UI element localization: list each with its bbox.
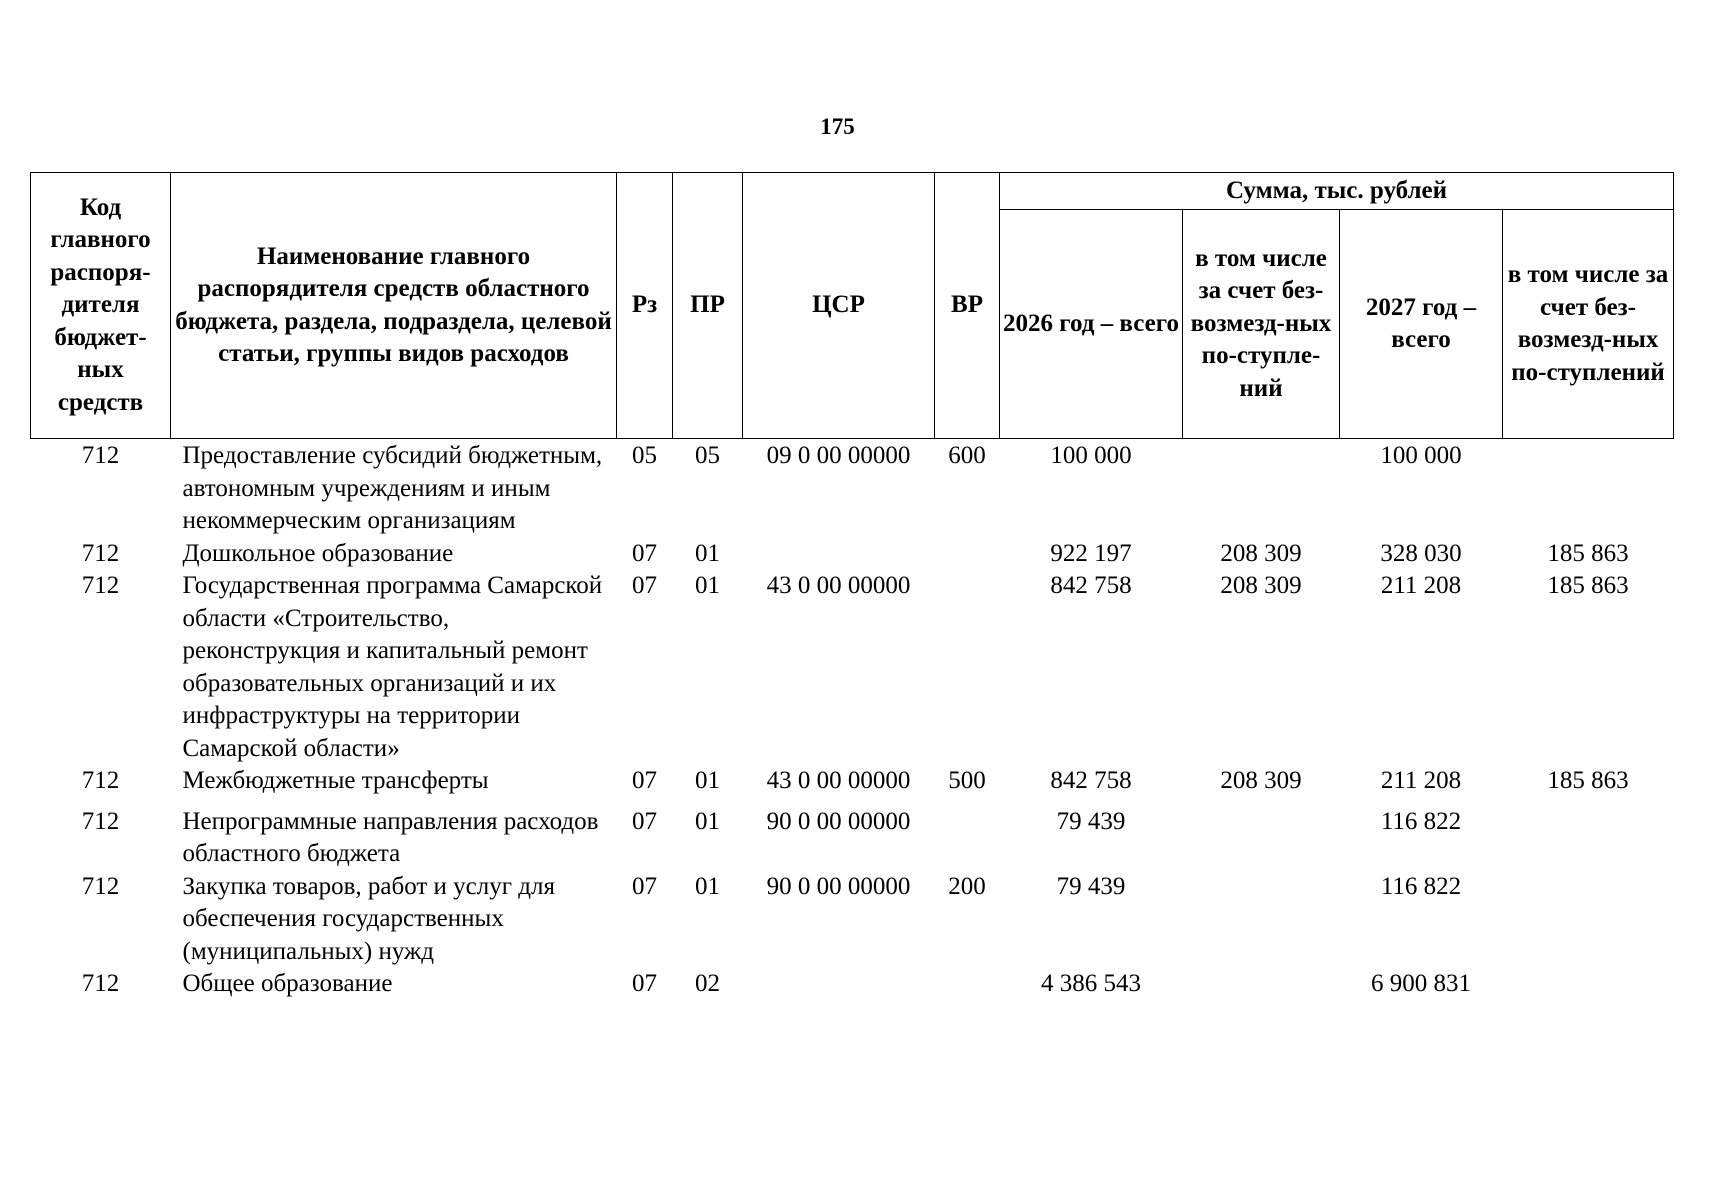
cell-name: Межбюджетные трансферты (182, 767, 489, 794)
header-code: Код главного распоря-дителя бюджет-ных средств (31, 173, 171, 439)
cell-csr (743, 968, 935, 1001)
cell-2026-free (1183, 798, 1340, 871)
cell-csr (743, 538, 935, 571)
cell-2027-free (1503, 798, 1674, 871)
cell-2026-total: 79 439 (1056, 807, 1126, 835)
table-row (31, 871, 1674, 969)
header-pr: ПР (673, 173, 743, 439)
cell-name: Закупка товаров, работ и услуг для обеспечения государственных (муниципальных) нужд (182, 872, 555, 965)
cell-name: Государственная программа Самарской области «Строительство, реконструкция и капитальный ремонт образовательных организаций и их инфраструктуры на территории Самарской области» (182, 572, 603, 762)
header-vr: ВР (935, 173, 1000, 439)
cell-code: 712 (81, 872, 120, 900)
cell-name: Предоставление субсидий бюджетным, автономным учреждениям и иным некоммерческим организациям (182, 442, 603, 534)
cell-2027-total: 116 822 (1380, 807, 1462, 835)
cell-2026-free: 208 309 (1220, 767, 1302, 794)
cell-vr: 600 (948, 442, 986, 469)
cell-2026-total: 100 000 (1050, 442, 1132, 469)
cell-pr: 02 (695, 970, 720, 997)
header-2027-free: в том числе за счет без-возмезд-ных по-ступлений (1503, 210, 1674, 439)
cell-2027-total: 100 000 (1380, 442, 1462, 469)
cell-2026-total: 4 386 543 (1041, 970, 1141, 997)
cell-2027-free (1503, 439, 1674, 538)
table-row (31, 968, 1674, 1001)
cell-code: 712 (81, 767, 120, 794)
page-number: 175 (820, 114, 855, 139)
cell-2027-total: 211 208 (1380, 572, 1462, 599)
table-row (31, 798, 1674, 871)
cell-code: 712 (81, 970, 120, 997)
header-2026-free: в том числе за счет без-возмезд-ных по-ступле-ний (1183, 210, 1340, 439)
cell-2026-free: 208 309 (1220, 539, 1302, 567)
budget-table (30, 172, 1674, 1001)
header-2026-total: 2026 год – всего (1000, 210, 1183, 439)
cell-2027-free (1503, 968, 1674, 1001)
cell-vr (935, 538, 1000, 571)
table-row (31, 570, 1674, 765)
table-header (31, 173, 1674, 439)
cell-rz: 07 (632, 807, 657, 835)
cell-rz: 07 (632, 872, 657, 900)
cell-2026-total: 842 758 (1050, 767, 1132, 794)
cell-pr: 01 (695, 807, 720, 835)
cell-csr: 09 0 00 00000 (766, 442, 911, 469)
cell-2027-free: 185 863 (1547, 572, 1629, 599)
cell-csr: 43 0 00 00000 (766, 767, 911, 794)
cell-2026-free: 208 309 (1220, 572, 1302, 599)
cell-2026-free (1183, 871, 1340, 969)
cell-rz: 05 (632, 442, 657, 469)
cell-vr (935, 798, 1000, 871)
cell-rz: 07 (632, 572, 657, 599)
header-rz: Рз (617, 173, 673, 439)
cell-2027-free (1503, 871, 1674, 969)
cell-rz: 07 (632, 767, 657, 794)
header-csr: ЦСР (743, 173, 935, 439)
table-row (31, 538, 1674, 571)
cell-2027-total: 116 822 (1380, 872, 1462, 900)
cell-csr: 90 0 00 00000 (766, 807, 911, 835)
cell-pr: 01 (695, 572, 720, 599)
cell-vr (935, 570, 1000, 765)
cell-rz: 07 (632, 970, 657, 997)
table-row (31, 439, 1674, 538)
cell-pr: 01 (695, 539, 720, 567)
cell-2027-total: 211 208 (1380, 767, 1462, 794)
cell-code: 712 (81, 572, 120, 599)
header-sum-group: Сумма, тыс. рублей (1000, 173, 1674, 210)
cell-2026-total: 922 197 (1050, 539, 1132, 567)
cell-pr: 01 (695, 872, 720, 900)
cell-code: 712 (81, 807, 120, 835)
table-body (31, 439, 1674, 1001)
cell-2027-total: 328 030 (1380, 539, 1462, 567)
cell-2027-total: 6 900 831 (1371, 970, 1471, 997)
cell-2026-free (1183, 968, 1340, 1001)
cell-2026-total: 79 439 (1056, 872, 1126, 900)
cell-name: Непрограммные направления расходов областного бюджета (182, 807, 599, 867)
cell-pr: 01 (695, 767, 720, 794)
cell-rz: 07 (632, 539, 657, 567)
cell-code: 712 (81, 539, 120, 567)
cell-csr: 90 0 00 00000 (766, 872, 911, 900)
cell-vr: 200 (948, 872, 986, 900)
cell-code: 712 (81, 442, 120, 469)
cell-2027-free: 185 863 (1547, 539, 1629, 567)
cell-name: Общее образование (182, 970, 393, 997)
cell-2026-free (1183, 439, 1340, 538)
header-2027-total: 2027 год – всего (1340, 210, 1503, 439)
table-row (31, 765, 1674, 798)
cell-2027-free: 185 863 (1547, 767, 1629, 794)
cell-vr: 500 (948, 767, 986, 794)
cell-name: Дошкольное образование (182, 539, 454, 567)
cell-csr: 43 0 00 00000 (766, 572, 911, 599)
cell-pr: 05 (695, 442, 720, 469)
cell-2026-total: 842 758 (1050, 572, 1132, 599)
header-name: Наименование главного распорядителя средств областного бюджета, раздела, подраздела, целевой статьи, группы видов расходов (171, 173, 617, 439)
cell-vr (935, 968, 1000, 1001)
